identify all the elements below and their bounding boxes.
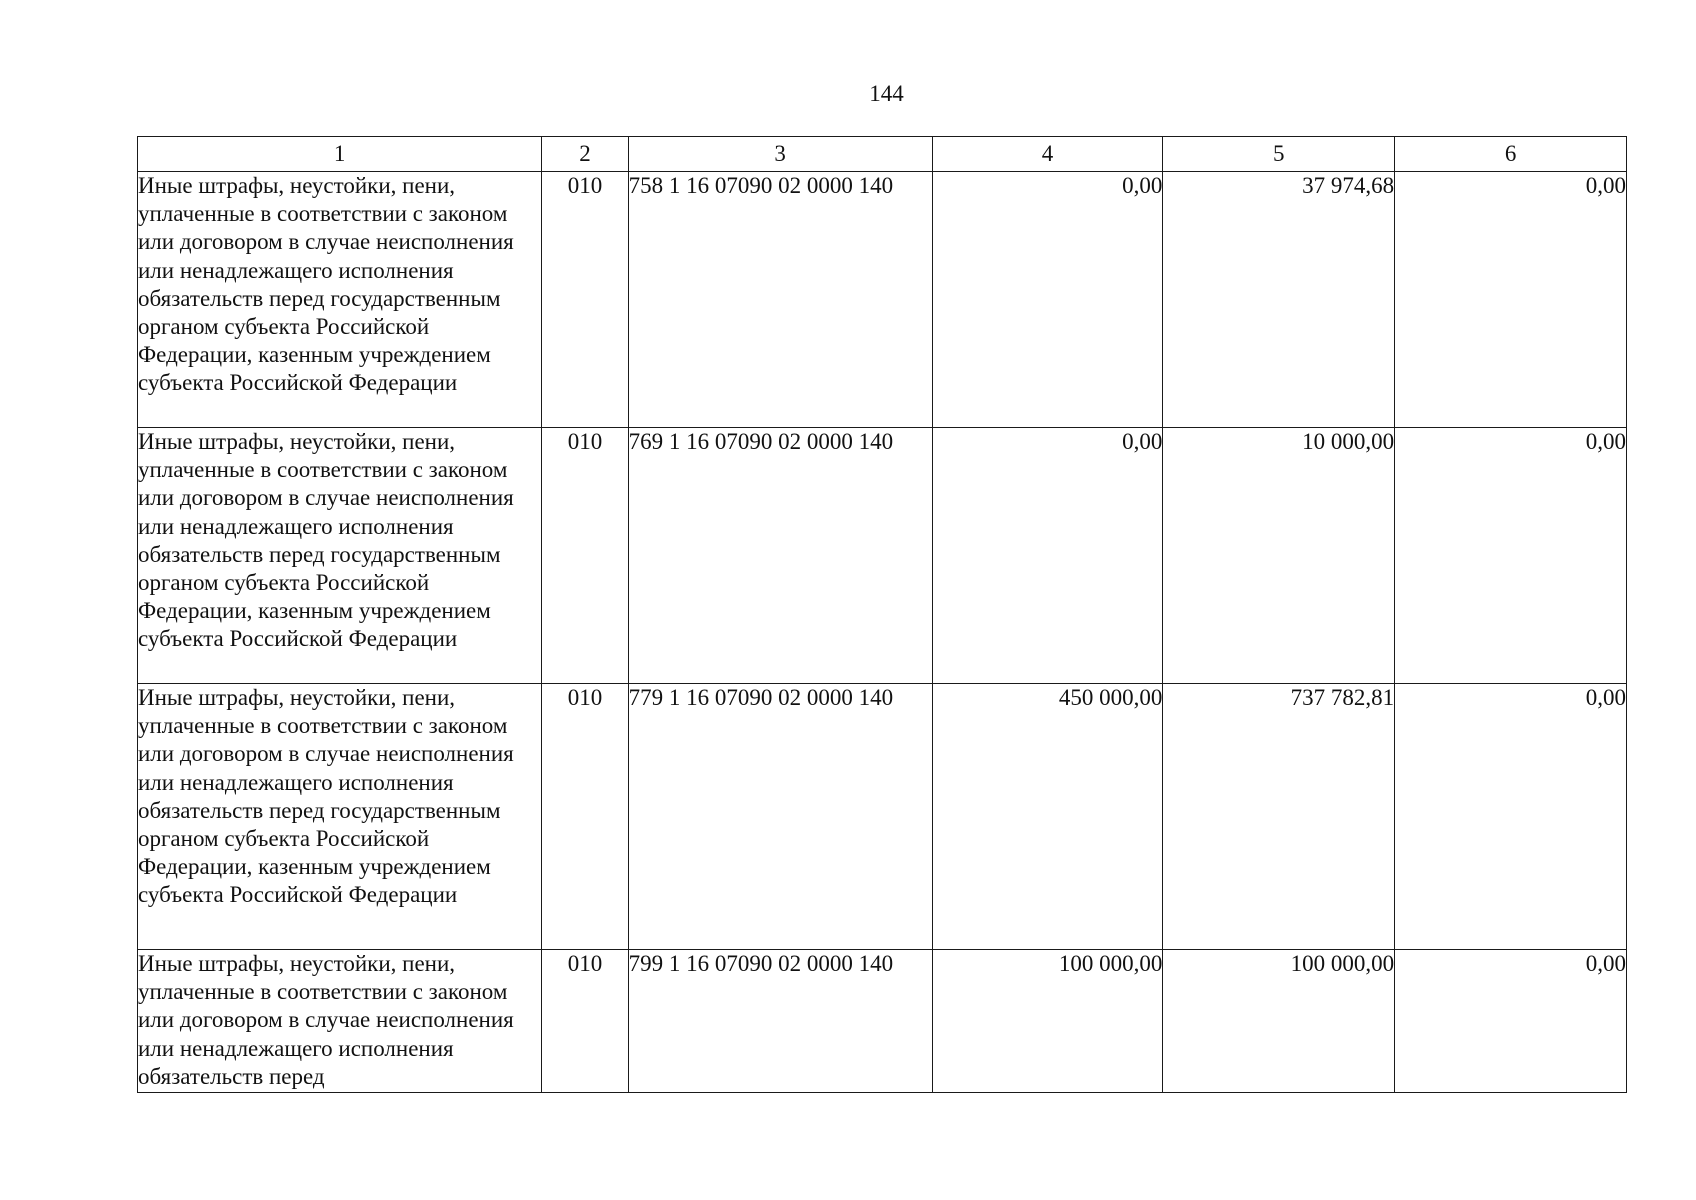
header-col-4: 4 (932, 137, 1163, 172)
header-col-6: 6 (1395, 137, 1627, 172)
row-kbk: 769 1 16 07090 02 0000 140 (628, 428, 932, 684)
row-kbk: 779 1 16 07090 02 0000 140 (628, 684, 932, 950)
row-col6: 0,00 (1395, 428, 1627, 684)
row-col6: 0,00 (1395, 950, 1627, 1093)
row-description: Иные штрафы, неустойки, пени, уплаченные в соответствии с законом или договором в случае неисполнения или ненадлежащего исполнения обязательств перед государственным органом субъекта Российской Федерации, казенным учреждением субъекта Российской Федерации (138, 684, 542, 950)
row-description: Иные штрафы, неустойки, пени, уплаченные в соответствии с законом или договором в случае неисполнения или ненадлежащего исполнения обязательств перед (138, 950, 542, 1093)
row-code: 010 (542, 684, 628, 950)
header-col-3: 3 (628, 137, 932, 172)
table-row (138, 950, 1627, 1093)
table-row (138, 684, 1627, 950)
row-col4: 450 000,00 (932, 684, 1163, 950)
row-col6: 0,00 (1395, 684, 1627, 950)
row-col5: 37 974,68 (1163, 172, 1395, 428)
row-col4: 0,00 (932, 428, 1163, 684)
header-col-2: 2 (542, 137, 628, 172)
row-description: Иные штрафы, неустойки, пени, уплаченные в соответствии с законом или договором в случае неисполнения или ненадлежащего исполнения обязательств перед государственным органом субъекта Российской Федерации, казенным учреждением субъекта Российской Федерации (138, 428, 542, 684)
row-col4: 100 000,00 (932, 950, 1163, 1093)
row-kbk: 799 1 16 07090 02 0000 140 (628, 950, 932, 1093)
table-row (138, 172, 1627, 428)
row-col4: 0,00 (932, 172, 1163, 428)
header-row (138, 137, 1627, 172)
header-col-1: 1 (138, 137, 542, 172)
row-kbk: 758 1 16 07090 02 0000 140 (628, 172, 932, 428)
row-col5: 737 782,81 (1163, 684, 1395, 950)
page-number: 144 (869, 81, 904, 106)
row-code: 010 (542, 950, 628, 1093)
row-col6: 0,00 (1395, 172, 1627, 428)
table-row (138, 428, 1627, 684)
header-col-5: 5 (1163, 137, 1395, 172)
row-col5: 100 000,00 (1163, 950, 1395, 1093)
row-description: Иные штрафы, неустойки, пени, уплаченные в соответствии с законом или договором в случае неисполнения или ненадлежащего исполнения обязательств перед государственным органом субъекта Российской Федерации, казенным учреждением субъекта Российской Федерации (138, 172, 542, 428)
row-code: 010 (542, 428, 628, 684)
revenue-table (137, 136, 1627, 1093)
row-col5: 10 000,00 (1163, 428, 1395, 684)
row-code: 010 (542, 172, 628, 428)
